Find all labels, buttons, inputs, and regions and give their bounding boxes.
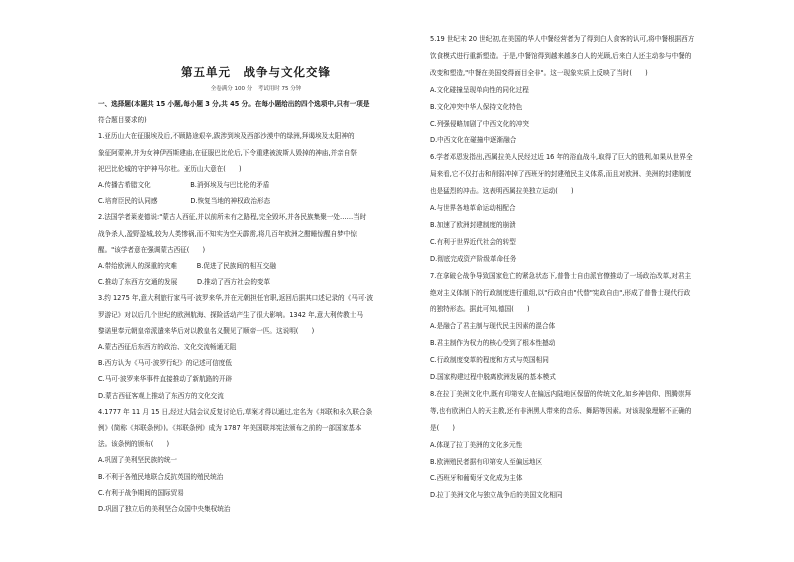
right-text-line: 8.在拉丁美洲文化中,既有印第安人在偏远内陆地区保留的传统文化,如乡神信仰、图腾崇拜 (430, 389, 692, 398)
right-text-line: 饮食模式进行重新塑造。于是,中餐馆得到越来越多白人的光顾,后来白人还主动参与中餐的 (430, 51, 692, 60)
right-text-line: 也是猛烈的冲击。这表明西属拉美独立运动( ) (430, 187, 574, 196)
right-text-line: 5.19 世纪末 20 世纪初,在美国的华人中餐经营者为了得到白人食客的认可,将中餐根据西方 (430, 35, 695, 43)
left-text-line: 战争杀人,盈野盈城,较为人类惨祸,而不知实为空天霹雳,将几百年欧洲之酣睡惊醒自梦中惊 (98, 229, 357, 238)
right-text-line: D.中西文化在碰撞中逐渐融合 (430, 136, 517, 145)
right-text-line: C.行政制度变革的程度和方式与英国相同 (430, 356, 549, 365)
right-text-line: A.与世界各地革命运动相配合 (430, 204, 516, 212)
left-text-line: C.马可·波罗来华事件直接推动了新航路的开辟 (98, 375, 233, 384)
left-text-line: 4.1777 年 11 月 15 日,经过大陆会议反复讨论后,草案才得以通过,定名为《邦联和永久联合条 (98, 407, 373, 416)
right-text-line: 是( ) (430, 423, 455, 432)
left-text-line: A.传播古希腊文化 B.消弭埃及与巴比伦的矛盾 (98, 181, 270, 189)
right-text-line: A.文化碰撞呈现单向性的同化过程 (430, 85, 529, 94)
left-text-line: C.有利于战争期间的国际贸易 (98, 488, 184, 497)
right-text-line: 6.学者邓恩发指出,西属拉美人民经过近 16 年的浴血战斗,取得了巨大的胜利,如果从世界全 (430, 153, 693, 162)
left-text-line: D.蒙古西征客观上推动了东西方的文化交流 (98, 391, 224, 400)
left-text-line: 1.亚历山大在征服埃及后,不顾路途艰辛,跋涉到埃及西部沙漠中的绿洲,拜谒埃及太阳神的 (98, 132, 355, 141)
left-text-line: 黎诺里奉元朝皇帝派遣来华后对以教皇名义觐见了顺帝一匹。这说明( ) (98, 326, 315, 335)
left-text-line: A.蒙古西征后东西方的政治、文化交流畅通无阻 (98, 343, 237, 351)
left-text-line: 2.法国学者莱麦德说:"蒙古人西征,并以前所未有之路程,完全毁坏,并各民族集聚一处……当时 (98, 213, 367, 222)
right-text-line: A.是融合了君主制与现代民主因素的混合体 (430, 322, 556, 331)
right-text-line: B.欧洲殖民者据有印第安人至偏远地区 (430, 457, 543, 466)
left-text-line: B.西方认为《马可·波罗行纪》的记述可信度低 (98, 359, 232, 368)
right-text-line: 等,也有欧洲白人的天主教,还有非洲黑人带来的音乐、舞蹈等因素。对该现象理解不正确的 (430, 406, 692, 415)
right-text-line: 改变和塑造,"中餐在美国变得面目全非"。这一现象实质上反映了当时( ) (430, 68, 648, 77)
left-text-line: 醒。"该学者意在强调蒙古西征( ) (98, 245, 206, 254)
right-text-line: D.彻底完成资产阶级革命任务 (430, 254, 517, 263)
right-text-line: A.体现了拉丁美洲的文化多元性 (430, 440, 523, 449)
left-text-line: 3.约 1275 年,意大利旅行家马可·波罗来华,并在元朝担任官职,返回后据其口述记录的《马可·波 (98, 294, 374, 303)
right-text-line: 7.在拿破仑战争导致国家危亡的紧急状态下,普鲁士自由派官僚推动了一场政治改革,对君主 (430, 271, 692, 280)
page-subtitle: 全卷满分 100 分 考试用时 75 分钟 (210, 86, 302, 92)
left-text-line: A.巩固了美利坚民族的统一 (98, 456, 178, 465)
right-text-line: B.文化冲突中华人保持文化特色 (430, 102, 523, 111)
left-text-line: 象征阿蒙神,并为女神伊西斯建庙,在征服巴比伦后,下令重建被波斯人毁掉的神庙,并亲自祭 (98, 148, 357, 157)
right-text-line: D.拉丁美洲文化与独立战争后的美国文化相同 (430, 491, 563, 500)
right-text-line: C.列强侵略加剧了中西文化的冲突 (430, 119, 530, 128)
left-text-line: B.不利于各殖民地联合反抗英国的殖民统治 (98, 472, 224, 481)
left-text-line: C.培育臣民的认同感 D.恢复当地的神权政治形态 (98, 197, 271, 206)
left-text-line: 祀巴比伦城的守护神马尔杜。亚历山大意在( ) (98, 164, 242, 173)
right-text-line: C.西班牙和葡萄牙文化成为主体 (430, 474, 523, 483)
left-text-line: A.带给欧洲人的深重的灾难 B.促进了民族间的相互交融 (98, 262, 276, 270)
right-text-line: B.君主制作为权力的核心受到了根本性撼动 (430, 339, 556, 348)
right-text-line: C.有利于世界近代社会的转型 (430, 237, 516, 246)
left-text-line: C.推动了东西方交通的发展 D.推动了西方社会的变革 (98, 278, 271, 287)
left-text-line: 法。该条例的颁布( ) (98, 440, 170, 449)
right-text-line: 的独特形态。据此可知,德国( ) (430, 305, 530, 314)
right-text-line: B.加速了欧洲封建制度的崩溃 (430, 220, 516, 229)
left-text-line: 例》(简称《邦联条例》)。《邦联条例》成为 1787 年美国联邦宪法颁布之前的一部国家基本 (98, 424, 362, 432)
left-text-line: D.巩固了独立后的美利坚合众国中央集权统治 (98, 505, 231, 513)
page-title: 第五单元 战争与文化交锋 (181, 65, 331, 79)
right-text-line: 局来看,它不仅打击和削弱冲掉了西班牙的封建殖民主义体系,而且对欧洲、美洲的封建制度 (430, 170, 692, 179)
left-text-line: 一、选择题(本题共 15 小题,每小题 3 分,共 45 分。在每小题给出的四个选项中,只有一项是 (98, 100, 370, 108)
right-text-line: D.国家构建过程中脱离欧洲发展的基本模式 (430, 373, 556, 381)
right-text-line: 绝对主义体制下的行政制度进行重组,以"行政自由"代替"宪政自由",形成了普鲁士现代行政 (430, 288, 691, 297)
left-text-line: 符合题目要求的) (98, 116, 147, 125)
left-text-line: 罗游记》对以后几个世纪的欧洲航海、探险活动产生了很大影响。1342 年,意大利传教士马 (98, 310, 363, 319)
